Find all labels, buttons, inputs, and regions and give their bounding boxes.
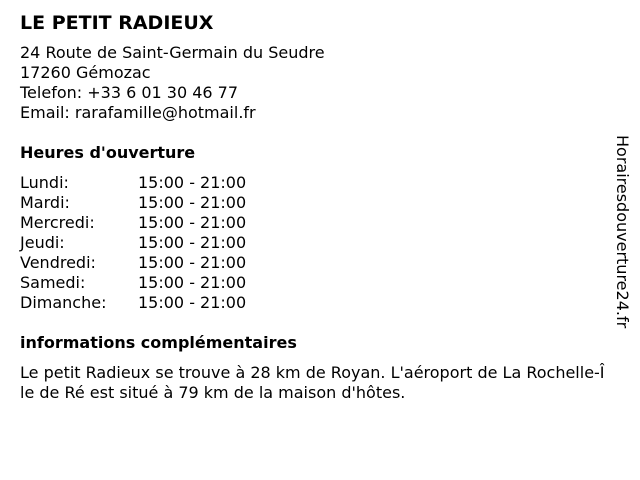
business-card: [20, 10, 610, 403]
hours-row-friday: [20, 253, 610, 273]
time-range: 15:00 - 21:00: [138, 213, 247, 232]
hours-row-saturday: [20, 273, 610, 293]
time-range: 15:00 - 21:00: [138, 173, 247, 192]
additional-info-heading: informations complémentaires: [20, 333, 297, 352]
time-range: 15:00 - 21:00: [138, 233, 247, 252]
site-watermark: Horairesdouverture24.fr: [613, 135, 632, 329]
time-range: 15:00 - 21:00: [138, 273, 247, 292]
additional-info-text: Le petit Radieux se trouve à 28 km de Royan. L'aéroport de La Rochelle-Île de Ré est situé à 79 km de la maison d'hôtes.: [20, 363, 605, 402]
phone-number: Telefon: +33 6 01 30 46 77: [20, 83, 239, 102]
address-block: [20, 43, 610, 123]
time-range: 15:00 - 21:00: [138, 193, 247, 212]
opening-hours-heading: Heures d'ouverture: [20, 143, 196, 162]
time-range: 15:00 - 21:00: [138, 293, 247, 312]
email-address: Email: rarafamille@hotmail.fr: [20, 103, 256, 122]
hours-row-wednesday: [20, 213, 610, 233]
day-label: Vendredi:: [20, 253, 96, 272]
business-name: LE PETIT RADIEUX: [20, 12, 214, 34]
hours-row-thursday: [20, 233, 610, 253]
time-range: 15:00 - 21:00: [138, 253, 247, 272]
hours-row-sunday: [20, 293, 610, 313]
day-label: Jeudi:: [20, 233, 65, 252]
day-label: Mardi:: [20, 193, 70, 212]
street-address: 24 Route de Saint-Germain du Seudre: [20, 43, 325, 62]
city-postcode: 17260 Gémozac: [20, 63, 151, 82]
hours-row-tuesday: [20, 193, 610, 213]
day-label: Mercredi:: [20, 213, 95, 232]
hours-row-monday: [20, 173, 610, 193]
day-label: Lundi:: [20, 173, 69, 192]
day-label: Dimanche:: [20, 293, 107, 312]
day-label: Samedi:: [20, 273, 86, 292]
opening-hours-table: [20, 173, 610, 313]
